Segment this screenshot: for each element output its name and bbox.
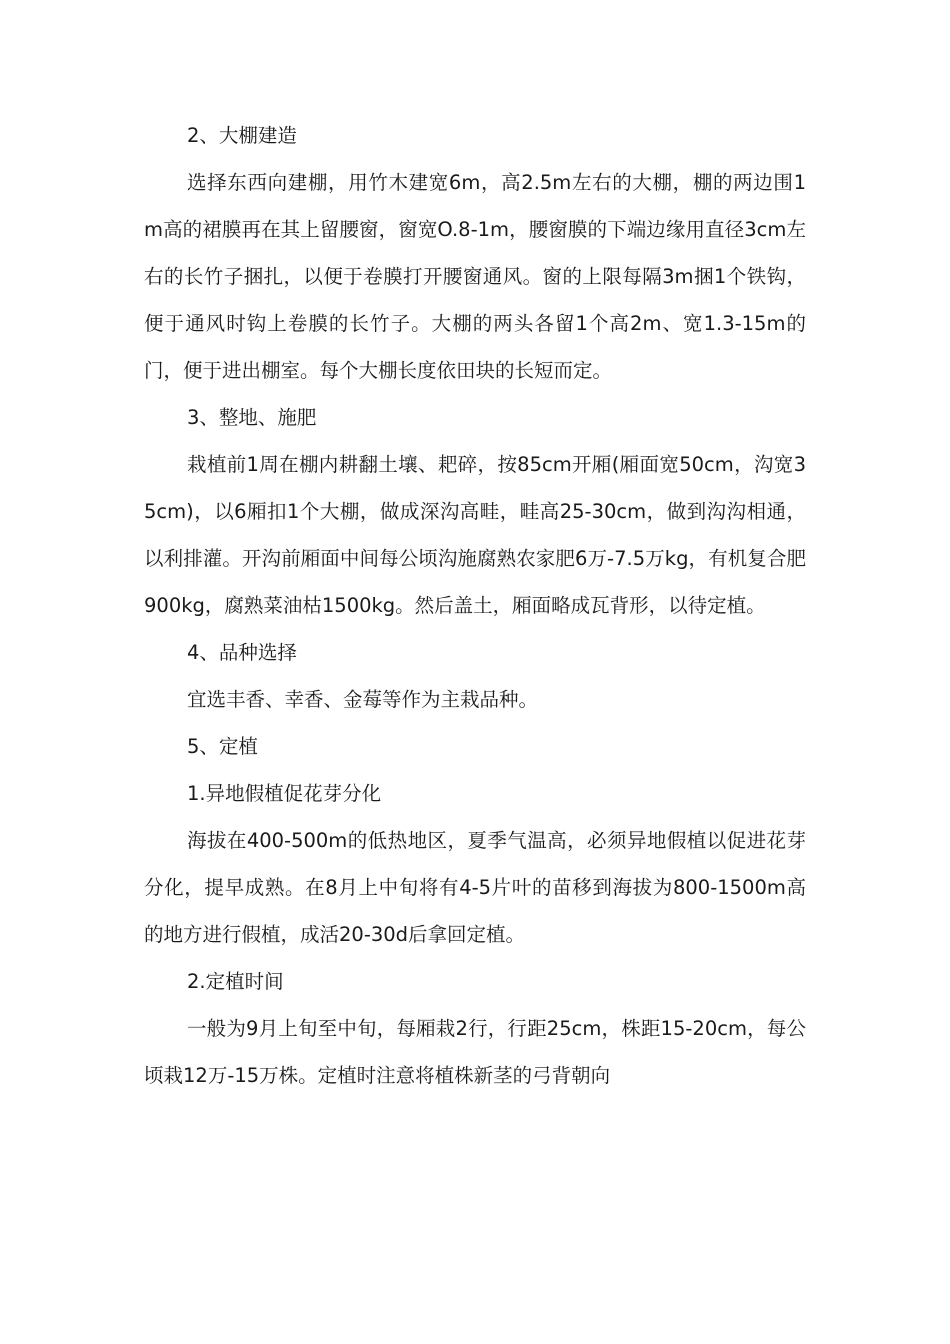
subheading-planting-time: 2.定植时间 bbox=[187, 970, 284, 993]
section-heading-variety: 4、品种选择 bbox=[187, 641, 297, 664]
paragraph-variety: 宜选丰香、幸香、金莓等作为主栽品种。 bbox=[187, 688, 539, 711]
section-heading-soil: 3、整地、施肥 bbox=[187, 406, 317, 429]
paragraph-soil: 栽植前1周在棚内耕翻土壤、耙碎，按85cm开厢(厢面宽50cm，沟宽35cm)，以6厢扣1个大棚，做成深沟高畦，畦高25-30cm，做到沟沟相通，以利排灌。开沟前厢面中间每公顷沟施腐熟农家肥6万-7.5万kg，有机复合肥900kg，腐熟菜油枯1500kg。然后盖土，厢面略成瓦背形，以待定植。 bbox=[144, 453, 806, 617]
section-heading-greenhouse: 2、大棚建造 bbox=[187, 124, 297, 147]
subheading-offsite-planting: 1.异地假植促花芽分化 bbox=[187, 782, 382, 805]
paragraph-planting-time: 一般为9月上旬至中旬，每厢栽2行，行距25cm，株距15-20cm，每公顷栽12万-15万株。定植时注意将植株新茎的弓背朝向 bbox=[144, 1017, 806, 1087]
paragraph-greenhouse: 选择东西向建棚，用竹木建宽6m，高2.5m左右的大棚，棚的两边围1m高的裙膜再在其上留腰窗，窗宽O.8-1m，腰窗膜的下端边缘用直径3cm左右的长竹子捆扎，以便于卷膜打开腰窗通风。窗的上限每隔3m捆1个铁钩，便于通风时钩上卷膜的长竹子。大棚的两头各留1个高2m、宽1.3-15m的门，便于进出棚室。每个大棚长度依田块的长短而定。 bbox=[144, 171, 806, 382]
document-body bbox=[144, 112, 806, 1099]
section-heading-planting: 5、定植 bbox=[187, 735, 258, 758]
paragraph-offsite-planting: 海拔在400-500m的低热地区，夏季气温高，必须异地假植以促进花芽分化，提早成熟。在8月上中旬将有4-5片叶的苗移到海拔为800-1500m高的地方进行假植，成活20-30d后拿回定植。 bbox=[144, 829, 806, 946]
